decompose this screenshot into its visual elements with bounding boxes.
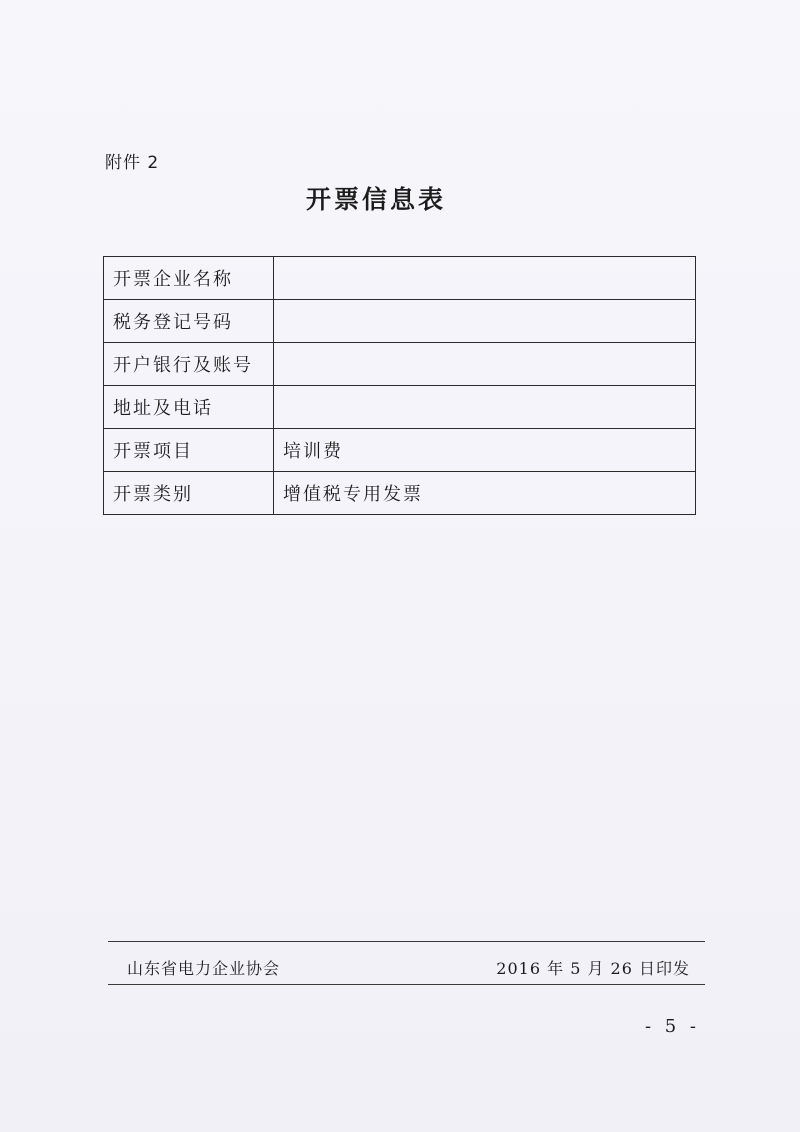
footer-issue-date: 2016 年 5 月 26 日印发 — [496, 959, 690, 978]
row-label: 开票项目 — [104, 429, 274, 472]
row-value: 增值税专用发票 — [274, 472, 696, 515]
row-value — [274, 386, 696, 429]
row-label: 税务登记号码 — [104, 300, 274, 343]
document-title: 开票信息表 — [305, 185, 446, 214]
row-label: 开票企业名称 — [104, 257, 274, 300]
row-label: 开户银行及账号 — [104, 343, 274, 386]
row-label: 地址及电话 — [104, 386, 274, 429]
footer-organization: 山东省电力企业协会 — [127, 959, 281, 978]
row-value: 培训费 — [274, 429, 696, 472]
table-row — [104, 386, 696, 429]
row-label: 开票类别 — [104, 472, 274, 515]
attachment-label: 附件 2 — [105, 153, 160, 173]
footer-bottom-divider — [108, 984, 705, 985]
invoice-info-table — [103, 256, 696, 515]
row-value — [274, 343, 696, 386]
row-value — [274, 300, 696, 343]
table-row — [104, 472, 696, 515]
row-value — [274, 257, 696, 300]
table-row — [104, 300, 696, 343]
table-row — [104, 429, 696, 472]
table-row — [104, 257, 696, 300]
page-number: - 5 - — [644, 1016, 700, 1037]
table-row — [104, 343, 696, 386]
footer-top-divider — [108, 941, 705, 942]
